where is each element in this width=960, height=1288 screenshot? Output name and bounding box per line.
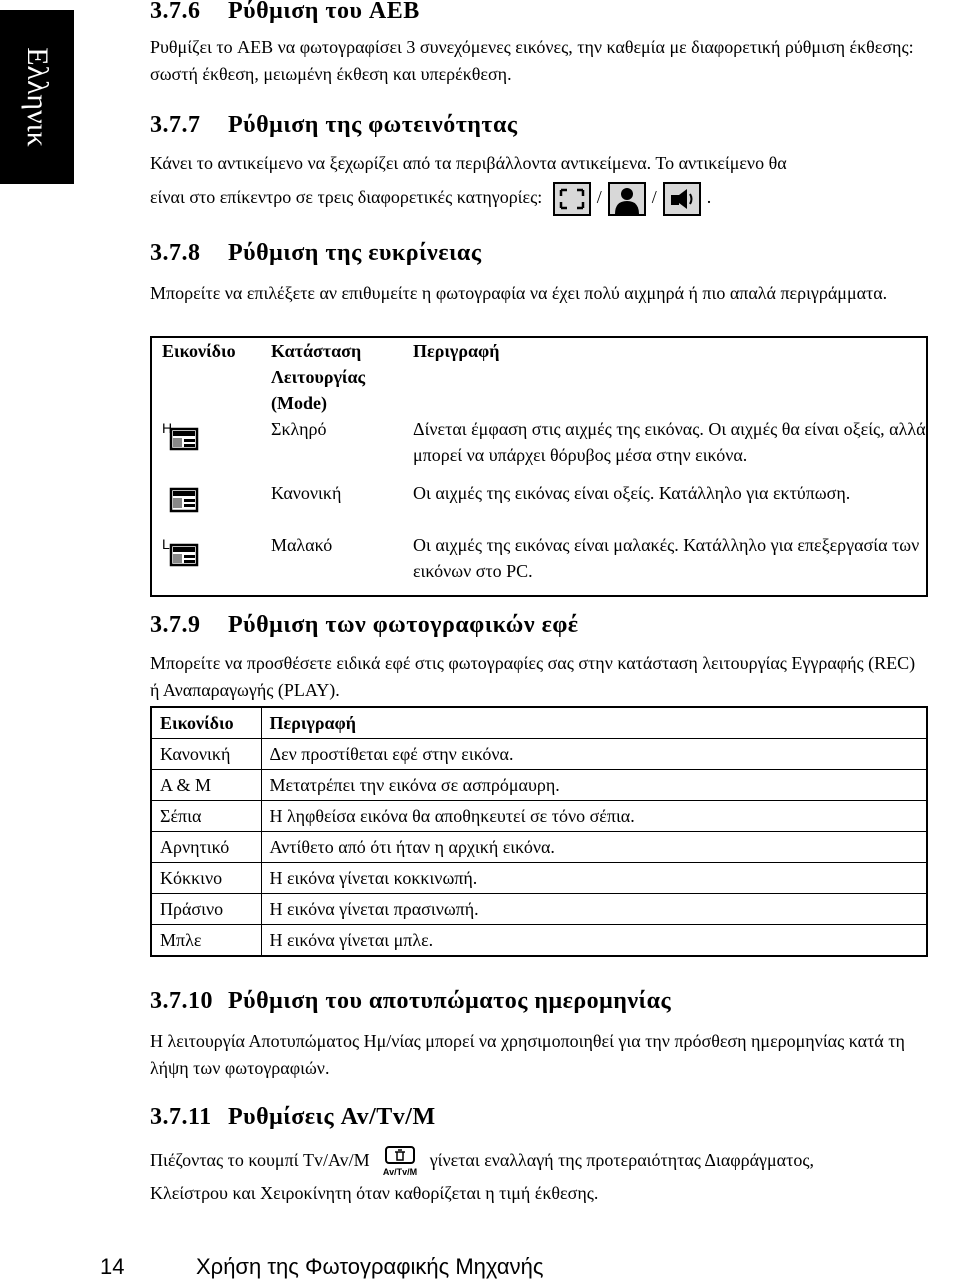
effect-description: Η εικόνα γίνεται μπλε. [261, 925, 927, 957]
section-number: 3.7.9 [150, 612, 201, 638]
section-title: Ρύθμιση της φωτεινότητας [228, 112, 518, 138]
table-row [151, 801, 927, 832]
section-heading-3711 [150, 1104, 436, 1131]
effect-name: Πράσινο [151, 894, 261, 925]
mode-cell: Μαλακό [271, 535, 333, 555]
section-number: 3.7.8 [150, 240, 201, 266]
section-title: Ρύθμιση του AEB [228, 0, 420, 24]
mode-cell: Σκληρό [271, 419, 327, 439]
description-cell: Οι αιχμές της εικόνας είναι μαλακές. Κατάλληλο για επεξεργασία των εικόνων στο PC. [413, 535, 920, 581]
section-heading-3710 [150, 988, 671, 1015]
svg-text:Av/Tv/M: Av/Tv/M [382, 1167, 417, 1177]
effect-name: Κόκκινο [151, 863, 261, 894]
section-body-3710: Η λειτουργία Αποτυπώματος Ημ/νίας μπορεί να χρησιμοποιηθεί για την πρόσθεση ημερομηνίας κατά τη λήψη των φωτογραφιών. [150, 1031, 905, 1078]
trash-avtvm-button-icon [376, 1146, 424, 1178]
body-text: γίνεται εναλλαγή της προτεραιότητας Διαφράγματος, [429, 1150, 814, 1171]
description-cell: Δίνεται έμφαση στις αιχμές της εικόνας. Οι αιχμές θα είναι οξείς, αλλά μπορεί να υπάρχει θόρυβος μέσα στην εικόνα. [413, 419, 926, 465]
speaker-icon [663, 182, 701, 216]
effect-description: Δεν προστίθεται εφέ στην εικόνα. [261, 739, 927, 770]
effect-description: Αντίθετο από ότι ήταν η αρχική εικόνα. [261, 832, 927, 863]
section-number: 3.7.10 [150, 988, 213, 1014]
mode-cell: Κανονική [271, 483, 342, 503]
table-row [151, 416, 927, 480]
language-tab-label: Ελληνικ [21, 47, 54, 147]
header-mode: Κατάσταση Λειτουργίας (Mode) [271, 341, 366, 413]
effect-description: Η εικόνα γίνεται κοκκινωπή. [261, 863, 927, 894]
sharp-hard-icon [151, 416, 261, 480]
section-body-3711-line2: Κλείστρου και Χειροκίνητη όταν καθορίζεται η τιμή έκθεσης. [150, 1183, 599, 1203]
effect-description: Μετατρέπει την εικόνα σε ασπρόμαυρη. [261, 770, 927, 801]
table-header-row [151, 707, 927, 739]
section-number: 3.7.7 [150, 112, 201, 138]
header-description: Περιγραφή [413, 341, 500, 361]
section-body-377-line1: Κάνει το αντικείμενο να ξεχωρίζει από τα περιβάλλοντα αντικείμενα. Το αντικείμενο θα [150, 153, 787, 173]
page-footer [0, 1254, 960, 1288]
section-body-376: Ρυθμίζει το AEB να φωτογραφίσει 3 συνεχόμενες εικόνες, την καθεμία με διαφορετική ρύθμιση έκθεσης: σωστή έκθεση, μειωμένη έκθεση και υπερέκθεση. [150, 37, 914, 84]
table-row [151, 739, 927, 770]
section-body-379: Μπορείτε να προσθέσετε ειδικά εφέ στις φωτογραφίες σας στην κατάσταση λειτουργίας Εγγραφής (REC) ή Αναπαραγωγής (PLAY). [150, 653, 916, 700]
sharpness-table [150, 336, 928, 597]
svg-text:L: L [162, 536, 170, 552]
header-icon: Εικονίδιο [151, 707, 261, 739]
section-body-3711-line1 [150, 1146, 814, 1178]
section-number: 3.7.6 [150, 0, 201, 24]
effects-table [150, 706, 928, 957]
end-period: . [706, 187, 712, 208]
frame-icon [553, 182, 591, 216]
page-number: 14 [100, 1254, 125, 1279]
effect-name: Κανονική [151, 739, 261, 770]
table-row [151, 832, 927, 863]
section-title: Ρύθμιση της ευκρίνειας [228, 240, 482, 266]
table-header-row [151, 337, 927, 416]
section-heading-378 [150, 240, 481, 267]
sharp-soft-icon [151, 532, 261, 596]
effect-description: Η εικόνα γίνεται πρασινωπή. [261, 894, 927, 925]
footer-title: Χρήση της Φωτογραφικής Μηχανής [196, 1254, 544, 1279]
separator: / [651, 187, 657, 208]
effect-name: Α & Μ [151, 770, 261, 801]
separator: / [596, 187, 602, 208]
body-text: Πιέζοντας το κουμπί Tv/Av/M [150, 1150, 370, 1171]
body-text: είναι στο επίκεντρο σε τρεις διαφορετικές κατηγορίες: [150, 187, 543, 208]
table-row [151, 532, 927, 596]
table-row [151, 894, 927, 925]
svg-text:H: H [162, 420, 173, 436]
section-number: 3.7.11 [150, 1104, 212, 1130]
section-body-378: Μπορείτε να επιλέξετε αν επιθυμείτε η φωτογραφία να έχει πολύ αιχμηρά ή πιο απαλά περιγράμματα. [150, 283, 888, 303]
section-heading-377 [150, 112, 517, 139]
header-icon: Εικονίδιο [162, 341, 236, 361]
header-description: Περιγραφή [261, 707, 927, 739]
section-title: Ρύθμιση του αποτυπώματος ημερομηνίας [228, 988, 672, 1014]
effect-name: Σέπια [151, 801, 261, 832]
effect-description: Η ληφθείσα εικόνα θα αποθηκευτεί σε τόνο σέπια. [261, 801, 927, 832]
table-row [151, 863, 927, 894]
table-row [151, 925, 927, 957]
portrait-icon [608, 182, 646, 216]
section-title: Ρυθμίσεις Av/Tv/M [228, 1104, 436, 1130]
effect-name: Αρνητικό [151, 832, 261, 863]
description-cell: Οι αιχμές της εικόνας είναι οξείς. Κατάλληλο για εκτύπωση. [413, 483, 851, 503]
section-heading-376 [150, 0, 420, 25]
table-row [151, 480, 927, 532]
section-title: Ρύθμιση των φωτογραφικών εφέ [228, 612, 579, 638]
effect-name: Μπλε [151, 925, 261, 957]
section-body-377-line2 [150, 182, 711, 216]
language-tab [0, 10, 74, 184]
sharp-normal-icon [151, 480, 261, 532]
table-row [151, 770, 927, 801]
section-heading-379 [150, 612, 579, 639]
